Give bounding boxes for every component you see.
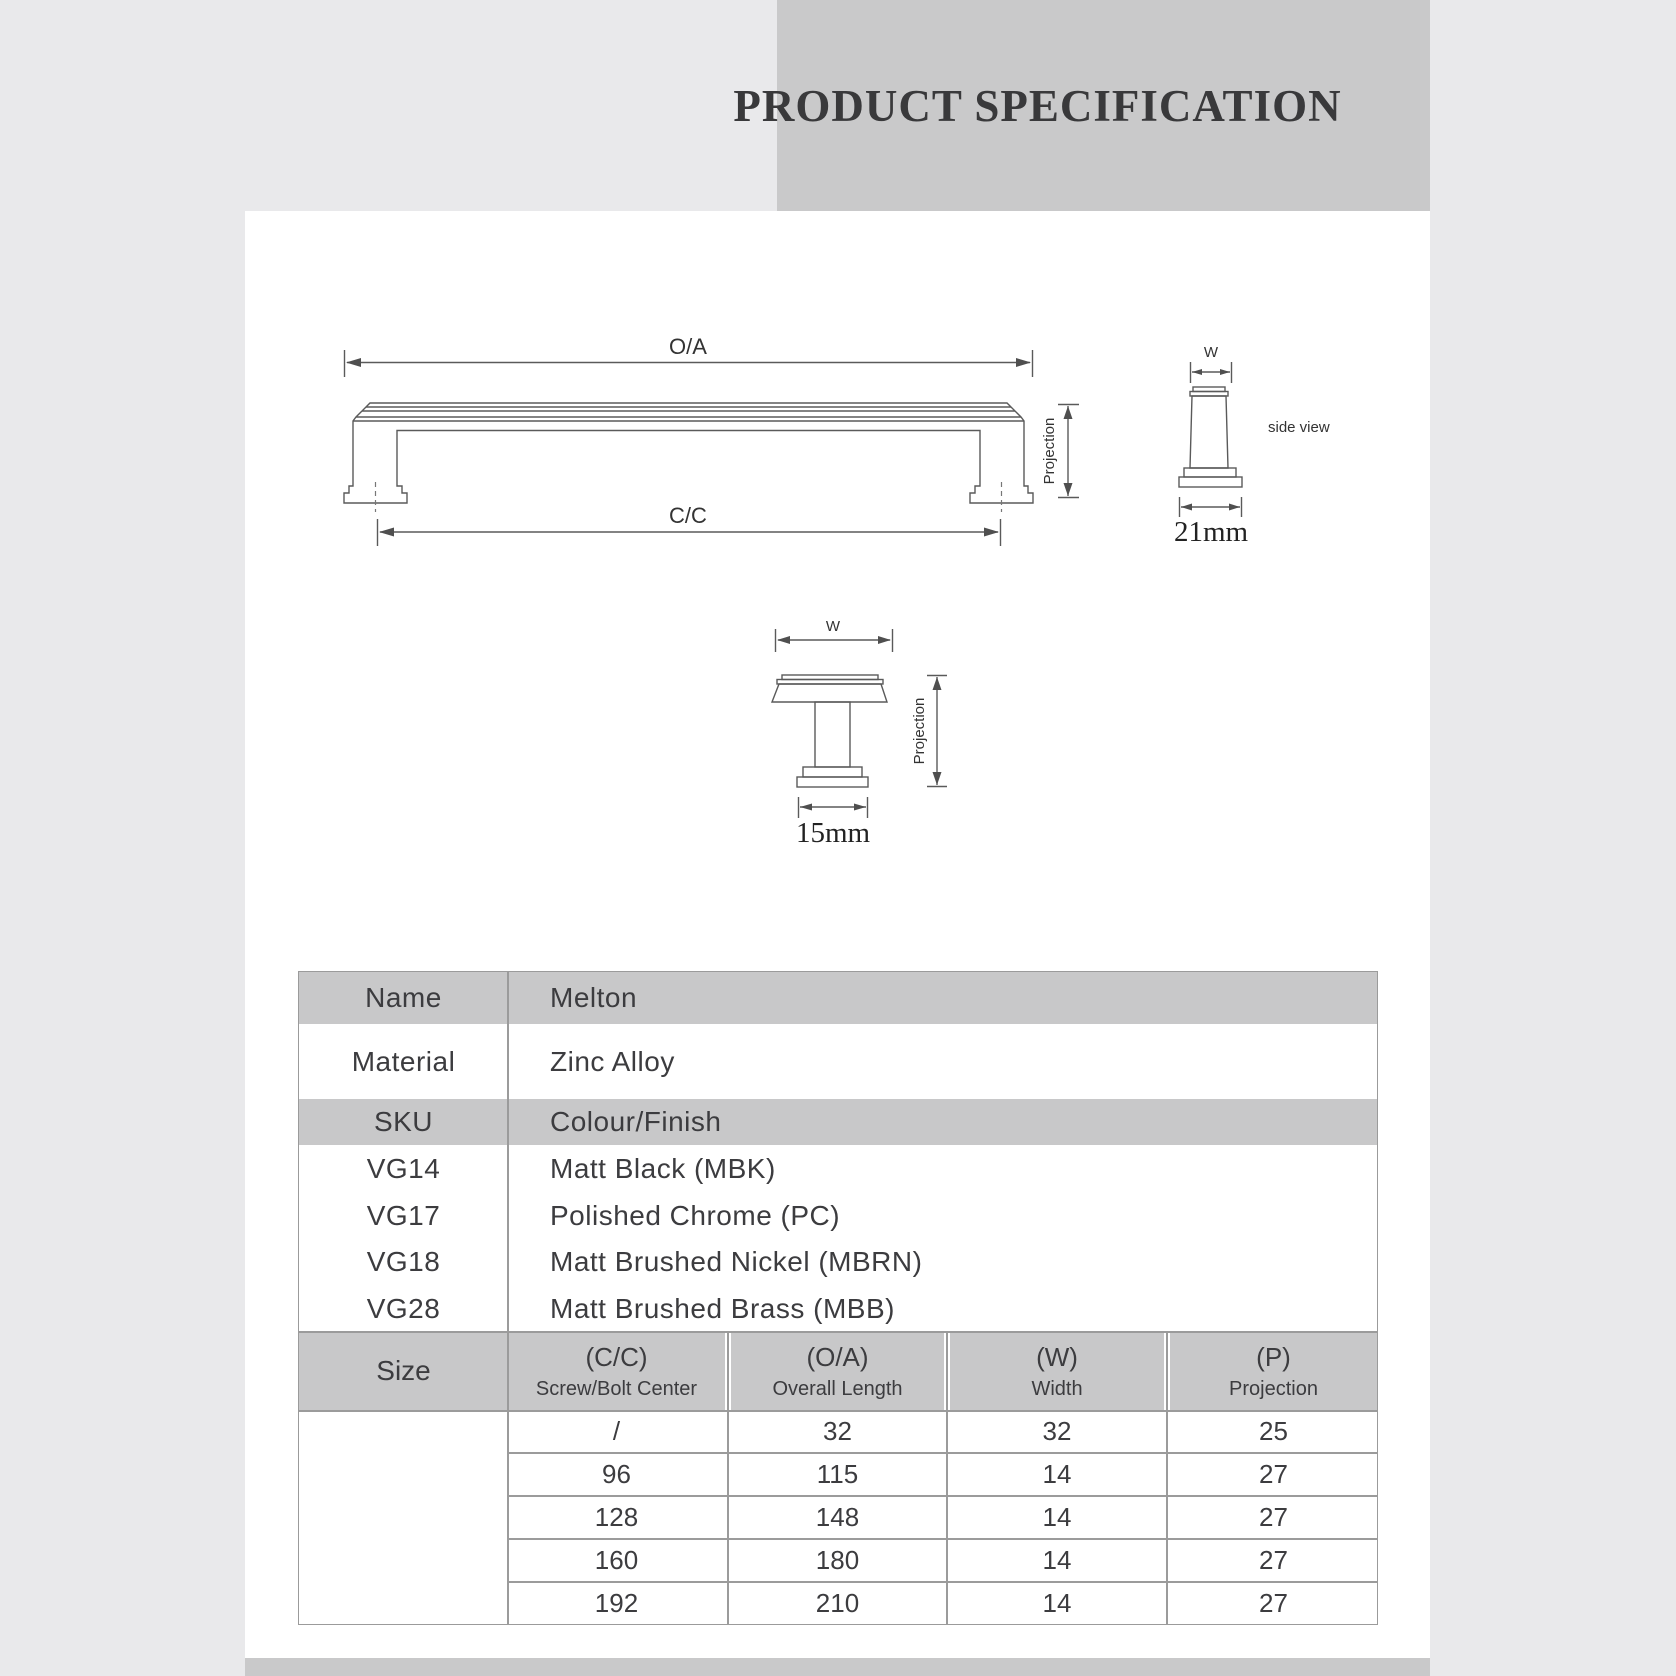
size-label: Size (376, 1355, 431, 1386)
size-cell: 128 (594, 1502, 639, 1532)
knob-projection-label: Projection (911, 697, 928, 765)
size-cell: 14 (1042, 1545, 1072, 1575)
handle-projection-label: Projection (1041, 417, 1058, 485)
size-cell: 115 (816, 1459, 859, 1489)
finish-name: Polished Chrome (PC) (550, 1199, 841, 1231)
size-cell: 14 (1042, 1588, 1072, 1618)
size-cell: 96 (602, 1459, 631, 1489)
sku-value: Colour/Finish (550, 1106, 722, 1137)
size-cell: 32 (823, 1416, 852, 1446)
col-name: Width (1031, 1377, 1083, 1400)
name-value: Melton (550, 982, 638, 1013)
oa-dim-label: O/A (669, 334, 707, 359)
knob-base-width-label: 15mm (795, 817, 871, 849)
size-cell: 180 (815, 1545, 860, 1575)
name-label: Name (365, 982, 442, 1013)
size-cell: 27 (1259, 1588, 1288, 1618)
size-cell: 14 (1042, 1502, 1072, 1532)
size-cell: 192 (594, 1588, 639, 1618)
size-cell: 27 (1259, 1502, 1288, 1532)
side-base-width-label: 21mm (1173, 516, 1249, 548)
size-cell: 32 (1042, 1416, 1072, 1446)
row-divider (508, 1538, 1377, 1540)
title-band (733, 0, 1430, 211)
size-cell: 25 (1259, 1416, 1288, 1446)
col-header-p (1170, 1332, 1377, 1410)
page-title: PRODUCT SPECIFICATION (733, 80, 1342, 131)
row-divider (299, 1331, 1377, 1333)
col-code: (O/A) (806, 1341, 869, 1372)
row-divider (508, 1452, 1377, 1454)
knob-width-label: W (825, 618, 841, 635)
size-cell: 148 (815, 1502, 860, 1532)
col-name: Screw/Bolt Center (535, 1377, 698, 1400)
col-code: (W) (1036, 1341, 1078, 1372)
size-cell: 210 (815, 1588, 860, 1618)
finish-sku: VG14 (366, 1152, 441, 1184)
row-divider (508, 1495, 1377, 1497)
finish-row (299, 1239, 1377, 1285)
finish-row (299, 1192, 1377, 1239)
size-cell: 27 (1259, 1459, 1288, 1489)
spec-table (299, 972, 1377, 1624)
finish-sku: VG17 (366, 1199, 441, 1231)
material-value: Zinc Alloy (550, 1045, 675, 1077)
size-cell: 27 (1259, 1545, 1288, 1575)
size-header (299, 1332, 508, 1410)
table-row (299, 1024, 1377, 1099)
column-divider (507, 972, 509, 1624)
sku-label: SKU (373, 1106, 434, 1137)
side-width-label: W (1203, 344, 1219, 361)
finish-name: Matt Black (MBK) (550, 1152, 776, 1184)
finish-sku: VG28 (366, 1292, 441, 1324)
finish-name: Matt Brushed Nickel (MBRN) (550, 1246, 923, 1277)
size-cell: 160 (594, 1545, 639, 1575)
material-label: Material (351, 1045, 456, 1077)
finish-sku: VG18 (366, 1246, 441, 1277)
row-divider (299, 1410, 1377, 1412)
col-code: (P) (1256, 1341, 1291, 1372)
col-name: Projection (1229, 1377, 1318, 1400)
col-name: Overall Length (772, 1377, 903, 1400)
col-header-w (950, 1332, 1164, 1410)
col-header-oa (731, 1332, 944, 1410)
table-row (299, 1099, 1377, 1145)
cc-dim-label: C/C (669, 503, 707, 528)
size-cell: / (612, 1416, 621, 1446)
finish-row (299, 1285, 1377, 1332)
finish-row (299, 1145, 1377, 1192)
finish-name: Matt Brushed Brass (MBB) (550, 1292, 895, 1324)
row-divider (508, 1581, 1377, 1583)
table-row (299, 972, 1377, 1024)
side-view-caption: side view (1268, 419, 1330, 436)
size-cell: 14 (1042, 1459, 1072, 1489)
footer-band (245, 1658, 1430, 1676)
col-header-cc (508, 1332, 725, 1410)
col-code: (C/C) (585, 1341, 648, 1372)
